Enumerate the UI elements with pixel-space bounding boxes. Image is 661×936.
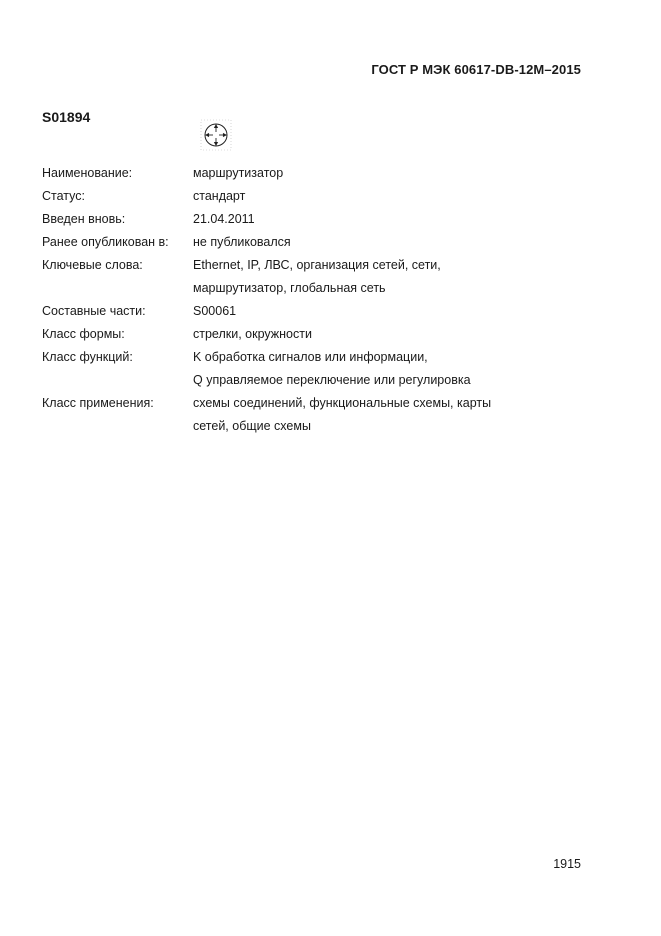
router-symbol-icon [200, 119, 232, 151]
field-label: Класс применения: [42, 396, 154, 410]
field-value: 21.04.2011 [193, 212, 255, 226]
field-value: сетей, общие схемы [193, 419, 311, 433]
field-row-application-class [42, 392, 542, 438]
field-row-shape-class [42, 323, 542, 346]
field-label: Класс функций: [42, 350, 133, 364]
symbol-code: S01894 [42, 109, 91, 125]
field-row-published [42, 231, 542, 254]
field-value: стандарт [193, 189, 246, 203]
field-row-keywords [42, 254, 542, 300]
field-row-name [42, 162, 542, 185]
field-value: стрелки, окружности [193, 327, 312, 341]
field-row-introduced [42, 208, 542, 231]
field-value: S00061 [193, 304, 237, 318]
field-value: схемы соединений, функциональные схемы, карты [193, 396, 492, 410]
field-label: Ранее опубликован в: [42, 235, 169, 249]
field-row-components [42, 300, 542, 323]
field-value: маршрутизатор [193, 166, 284, 180]
field-value: маршрутизатор, глобальная сеть [193, 281, 386, 295]
field-label: Составные части: [42, 304, 146, 318]
field-label: Статус: [42, 189, 85, 203]
field-label: Наименование: [42, 166, 133, 180]
field-label: Класс формы: [42, 327, 125, 341]
field-row-status [42, 185, 542, 208]
field-value: не публиковался [193, 235, 291, 249]
field-value: Q управляемое переключение или регулировка [193, 373, 471, 387]
field-value: K обработка сигналов или информации, [193, 350, 428, 364]
page-number: 1915 [553, 857, 581, 871]
document-header: ГОСТ Р МЭК 60617-DB-12M–2015 [371, 62, 581, 77]
field-label: Введен вновь: [42, 212, 126, 226]
symbol-properties [42, 162, 542, 438]
field-label: Ключевые слова: [42, 258, 143, 272]
field-row-function-class [42, 346, 542, 392]
field-value: Ethernet, IP, ЛВС, организация сетей, сети, [193, 258, 441, 272]
